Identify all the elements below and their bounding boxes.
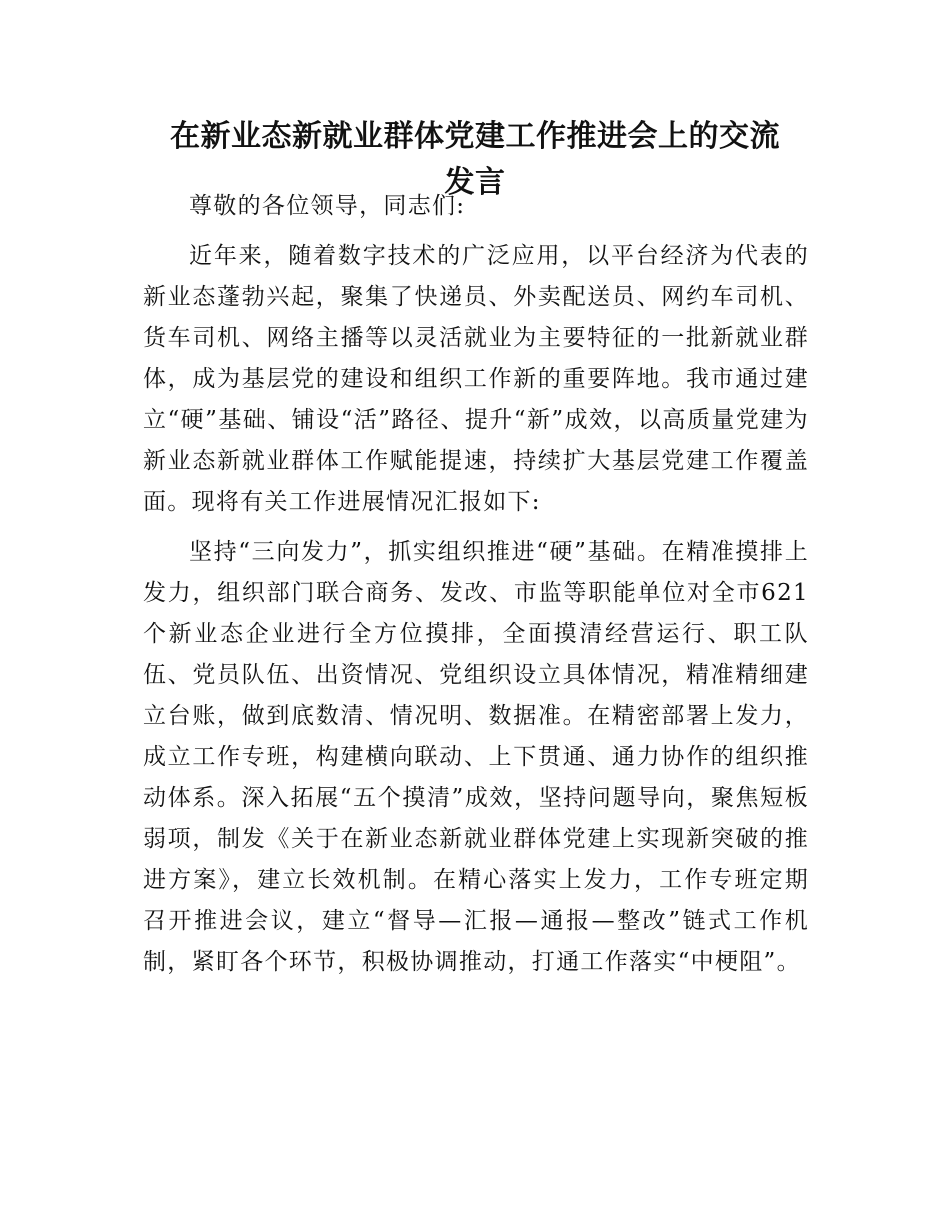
paragraph-intro: 近年来，随着数字技术的广泛应用，以平台经济为代表的新业态蓬勃兴起，聚集了快递员、外卖配送员、网约车司机、货车司机、网络主播等以灵活就业为主要特征的一批新就业群体，成为基层党的建设和组织工作新的重要阵地。我市通过建立“硬”基础、铺设“活”路径、提升“新”成效，以高质量党建为新业态新就业群体工作赋能提速，持续扩大基层党建工作覆盖面。现将有关工作进展情况汇报如下:	[143, 243, 809, 515]
title-line-2: 发言	[444, 165, 506, 200]
paragraph-section-1: 坚持“三向发力”，抓实组织推进“硬”基础。在精准摸排上发力，组织部门联合商务、发改、市监等职能单位对全市621个新业态企业进行全方位摸排，全面摸清经营运行、职工队伍、党员队伍、出资情况、党组织设立具体情况，精准精细建立台账，做到底数清、情况明、数据准。在精密部署上发力，成立工作专班，构建横向联动、上下贯通、通力协作的组织推动体系。深入拓展“五个摸清”成效，坚持问题导向，聚焦短板弱项，制发《关于在新业态新就业群体党建上实现新突破的推进方案》，建立长效机制。在精心落实上发力，工作专班定期召开推进会议，建立“督导—汇报—通报—整改”链式工作机制，紧盯各个环节，积极协调推动，打通工作落实“中梗阻”。	[143, 539, 809, 975]
title-line-1: 在新业态新就业群体党建工作推进会上的交流	[170, 119, 780, 154]
salutation: 尊敬的各位领导，同志们:	[189, 193, 466, 219]
document-body	[143, 186, 809, 992]
